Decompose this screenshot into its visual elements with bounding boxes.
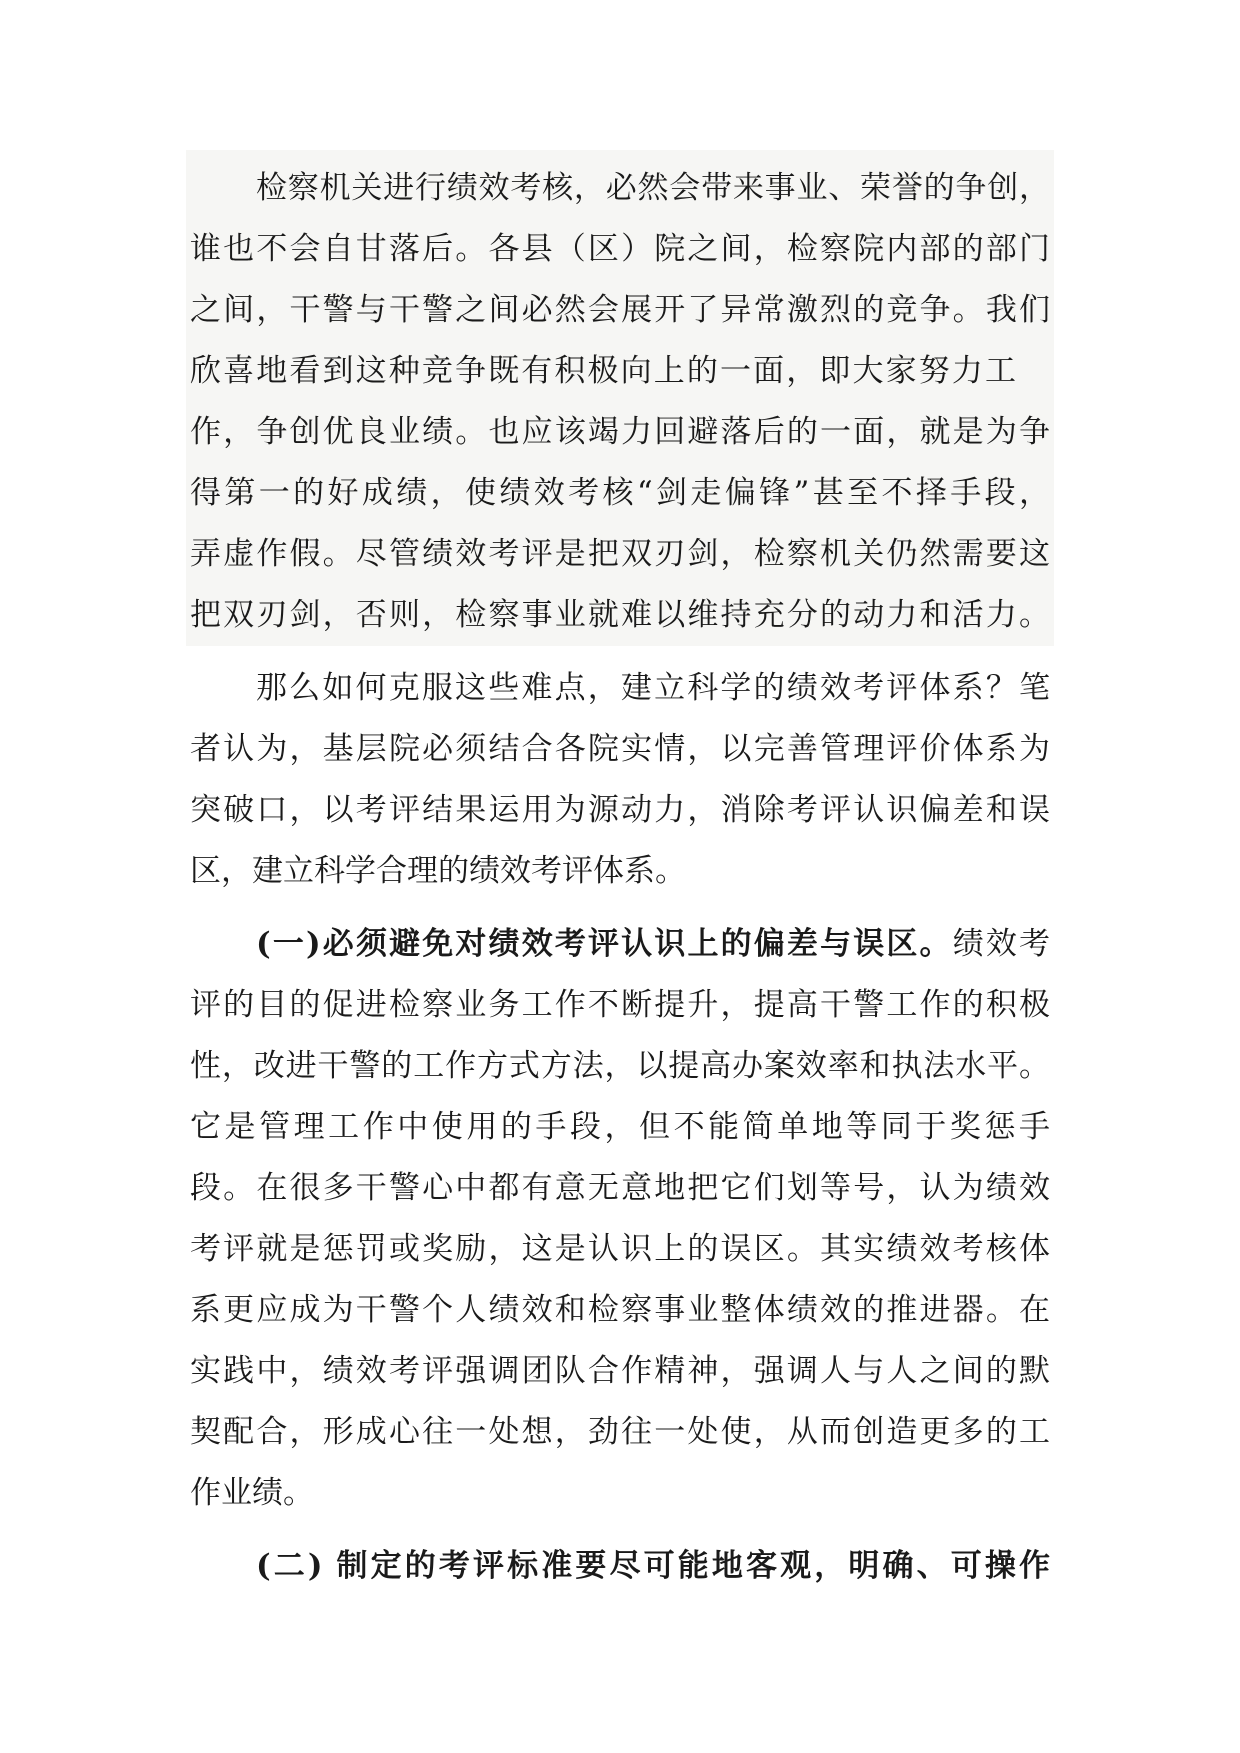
paragraph-3-line-6: 考评就是惩罚或奖励，这是认识上的误区。其实绩效考核体 xyxy=(190,1231,1050,1267)
paragraph-3-line-9: 契配合，形成心往一处想，劲往一处使，从而创造更多的工 xyxy=(190,1414,1050,1450)
paragraph-3-line-7: 系更应成为干警个人绩效和检察事业整体绩效的推进器。在 xyxy=(190,1292,1050,1328)
paragraph-1-line-5: 作，争创优良业绩。也应该竭力回避落后的一面，就是为争 xyxy=(190,414,1050,450)
paragraph-1-line-2: 谁也不会自甘落后。各县（区）院之间，检察院内部的部门 xyxy=(190,231,1050,267)
paragraph-1-line-6: 得第一的好成绩，使绩效考核“剑走偏锋”甚至不择手段， xyxy=(190,475,1050,511)
paragraph-3-line-8: 实践中，绩效考评强调团队合作精神，强调人与人之间的默 xyxy=(190,1353,1050,1389)
paragraph-2-line-2: 者认为，基层院必须结合各院实情，以完善管理评价体系为 xyxy=(190,731,1050,767)
section-1-first-line-text: 绩效考 xyxy=(952,926,1050,962)
paragraph-1-line-4: 欣喜地看到这种竞争既有积极向上的一面，即大家努力工 xyxy=(190,353,1016,389)
paragraph-1-line-8: 把双刃剑，否则，检察事业就难以维持充分的动力和活力。 xyxy=(190,597,1050,633)
paragraph-3-line-3: 性，改进干警的工作方式方法，以提高办案效率和执法水平。 xyxy=(190,1048,1050,1084)
paragraph-1-line-3: 之间，干警与干警之间必然会展开了异常激烈的竞争。我们 xyxy=(190,292,1050,328)
paragraph-2-line-4: 区，建立科学合理的绩效考评体系。 xyxy=(190,853,686,889)
section-2-heading: (二) 制定的考评标准要尽可能地客观，明确、可操作 xyxy=(256,1548,1050,1584)
paragraph-1-line-1: 检察机关进行绩效考核，必然会带来事业、荣誉的争创， xyxy=(256,170,1050,206)
section-1-heading: (一)必须避免对绩效考评认识上的偏差与误区。 xyxy=(256,926,953,962)
paragraph-3-line-5: 段。在很多干警心中都有意无意地把它们划等号，认为绩效 xyxy=(190,1170,1050,1206)
paragraph-3-line-1 xyxy=(256,913,1050,975)
paragraph-2-line-3: 突破口，以考评结果运用为源动力，消除考评认识偏差和误 xyxy=(190,792,1050,828)
paragraph-3-line-10: 作业绩。 xyxy=(190,1475,314,1511)
paragraph-3-line-2: 评的目的促进检察业务工作不断提升，提高干警工作的积极 xyxy=(190,987,1050,1023)
paragraph-2-line-1: 那么如何克服这些难点，建立科学的绩效考评体系？笔 xyxy=(256,670,1050,706)
paragraph-3-line-4: 它是管理工作中使用的手段，但不能简单地等同于奖惩手 xyxy=(190,1109,1050,1145)
paragraph-1-line-7: 弄虚作假。尽管绩效考评是把双刃剑，检察机关仍然需要这 xyxy=(190,536,1050,572)
